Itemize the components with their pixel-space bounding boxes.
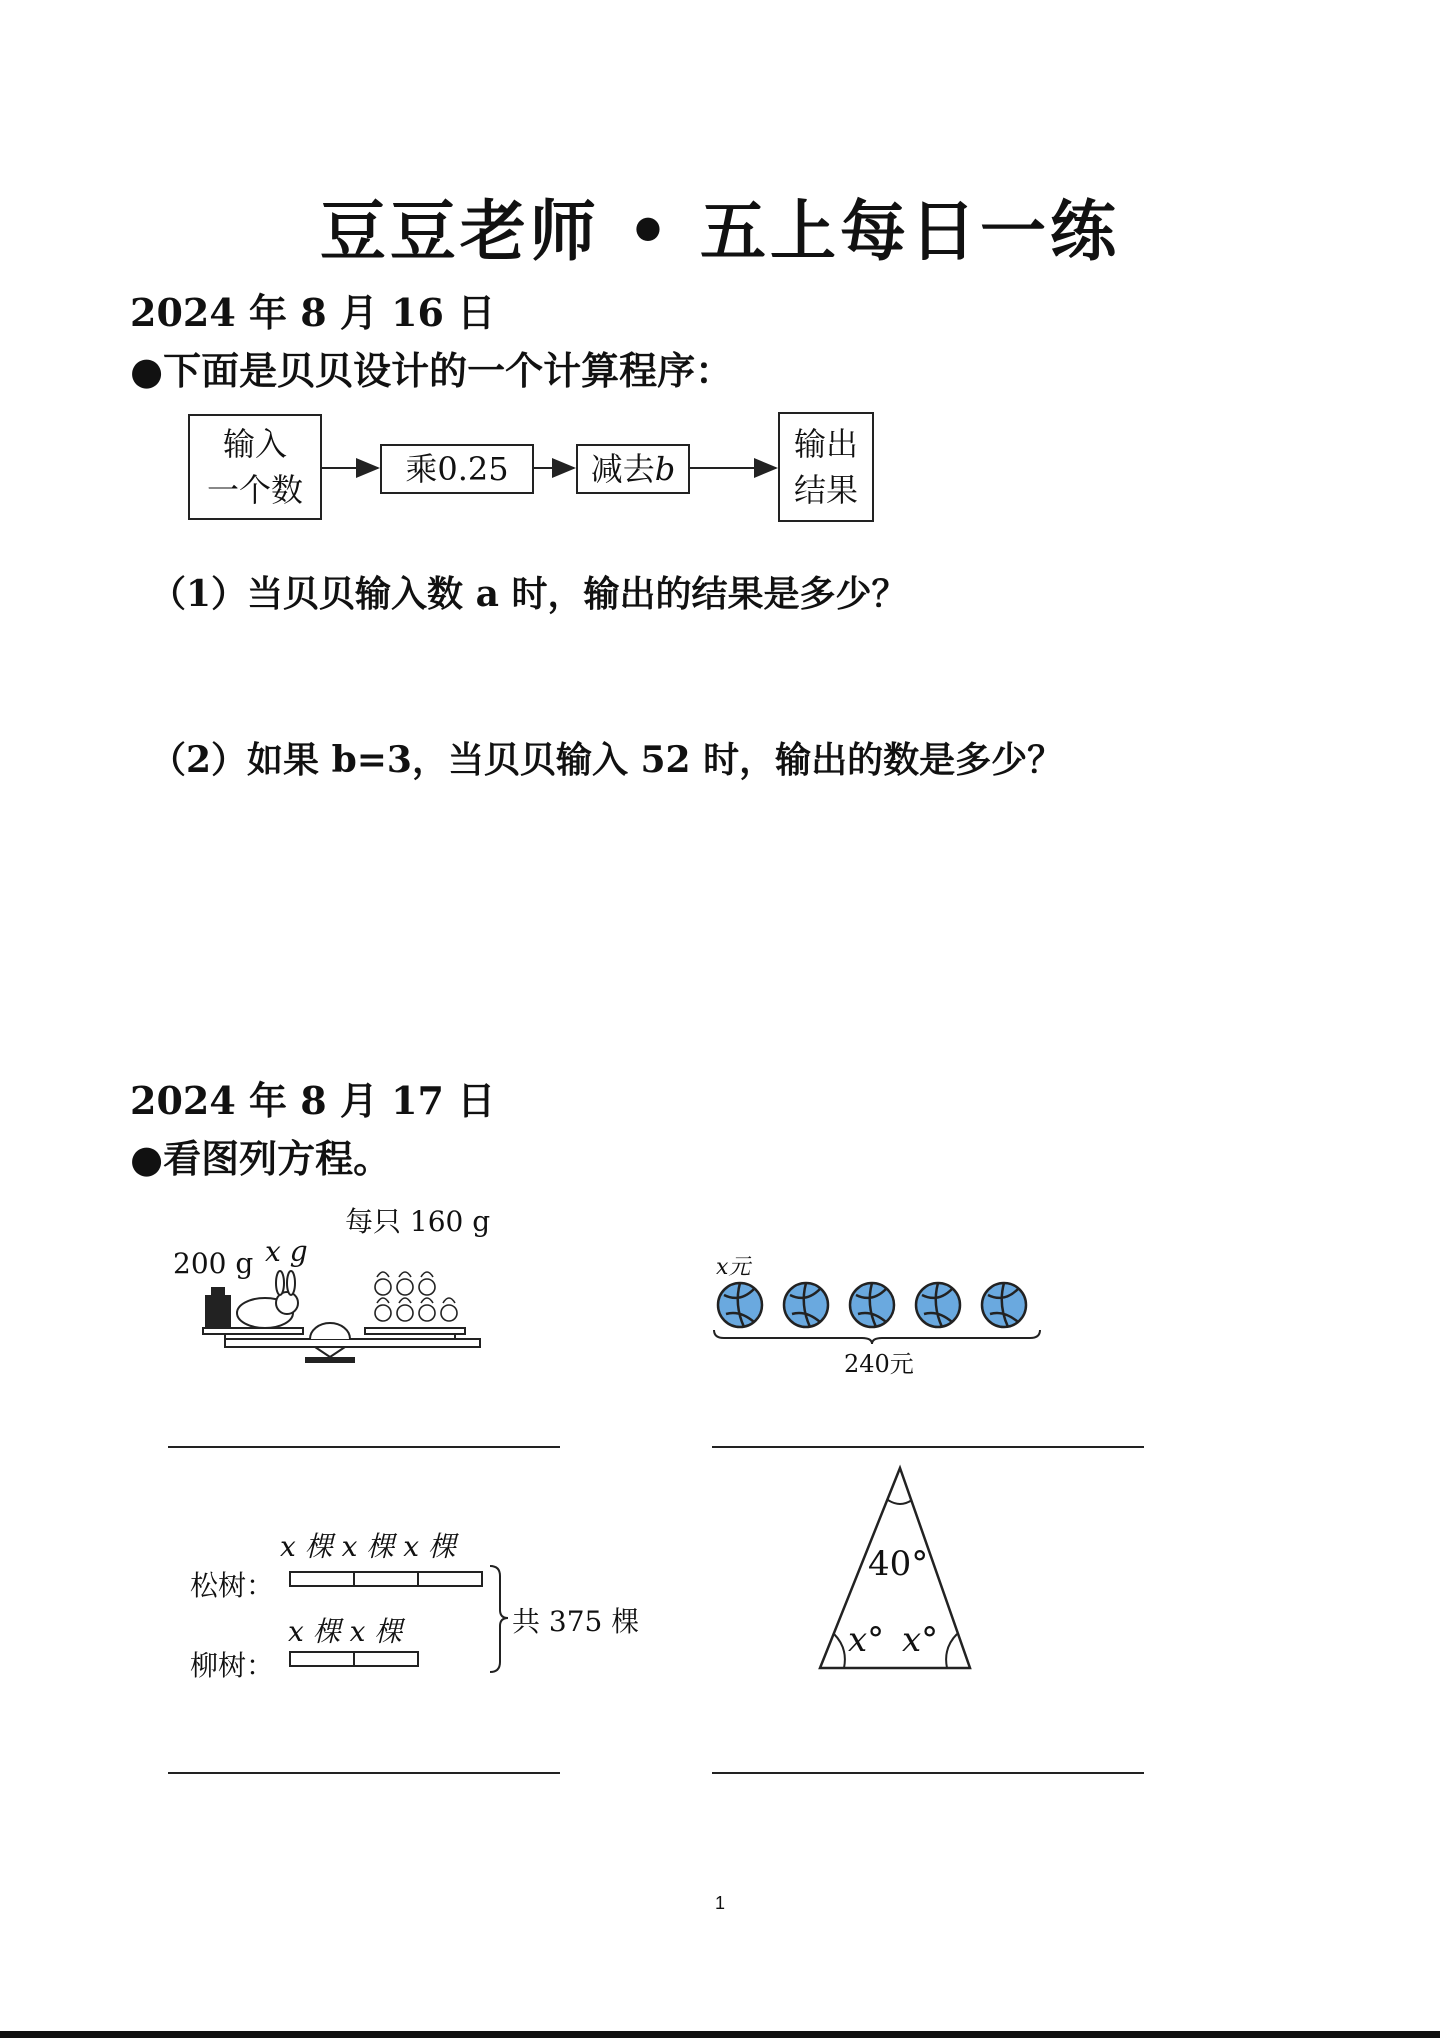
duck-icons bbox=[375, 1272, 457, 1321]
trees-total-label: 共 375 棵 bbox=[512, 1605, 640, 1638]
weight-icon bbox=[205, 1295, 231, 1327]
left-angle-label: x° bbox=[848, 1620, 885, 1660]
figure-triangle bbox=[812, 1462, 992, 1672]
total-brace bbox=[490, 1566, 508, 1672]
question-1: （1）当贝贝输入数 a 时，输出的结果是多少？ bbox=[150, 573, 908, 615]
pine-seg-label-2: x 棵 bbox=[341, 1530, 395, 1563]
flow-input-line2: 一个数 bbox=[206, 471, 303, 509]
page-number: 1 bbox=[714, 1893, 725, 1913]
scale-drawing bbox=[165, 1195, 515, 1375]
willow-seg-label-1: x 棵 bbox=[288, 1615, 341, 1648]
pine-label: 松树： bbox=[190, 1569, 275, 1602]
total-brace bbox=[714, 1330, 1040, 1344]
flow-output-line2: 结果 bbox=[793, 471, 858, 509]
top-angle-label: 40° bbox=[868, 1544, 929, 1584]
flow-step2-box bbox=[576, 444, 690, 494]
figure-trees bbox=[190, 1520, 660, 1680]
pine-seg-label-3: x 棵 bbox=[403, 1530, 456, 1563]
answer-line-4[interactable] bbox=[712, 1772, 1144, 1774]
ball-total-label: 240元 bbox=[844, 1350, 914, 1378]
willow-label: 柳树： bbox=[190, 1649, 275, 1682]
willow-seg-label-2: x 棵 bbox=[349, 1615, 403, 1648]
date-day2: 2024 年 8 月 17 日 bbox=[130, 1078, 496, 1123]
each-duck-label: 每只 160 g bbox=[345, 1205, 491, 1238]
flow-input-box bbox=[188, 414, 322, 520]
figure-balance-scale bbox=[165, 1195, 515, 1375]
instruction-day2: ●看图列方程。 bbox=[130, 1136, 392, 1181]
instruction-day1: ●下面是贝贝设计的一个计算程序： bbox=[130, 348, 734, 393]
flow-step2-var: b bbox=[654, 449, 676, 488]
flow-step2-prefix: 减去 bbox=[590, 449, 655, 488]
flow-output-line1: 输出 bbox=[793, 424, 858, 463]
right-angle-label: x° bbox=[902, 1620, 939, 1660]
flow-step1-box: 乘0.25 bbox=[380, 444, 534, 494]
page-title: 豆豆老师 • 五上每日一练 bbox=[319, 192, 1121, 270]
answer-line-2[interactable] bbox=[712, 1446, 1144, 1448]
rabbit-icon bbox=[237, 1271, 298, 1328]
pine-seg-label-1: x 棵 bbox=[280, 1530, 333, 1563]
question-2: （2）如果 b=3，当贝贝输入 52 时，输出的数是多少？ bbox=[150, 739, 1064, 781]
figure-balls bbox=[712, 1250, 1052, 1380]
answer-line-3[interactable] bbox=[168, 1772, 560, 1774]
bottom-edge-bar bbox=[0, 2031, 1440, 2038]
flow-diagram bbox=[188, 412, 888, 524]
answer-line-1[interactable] bbox=[168, 1446, 560, 1448]
ball-icons bbox=[718, 1283, 1026, 1327]
flow-input-line1: 输入 bbox=[222, 424, 287, 463]
weight-label: 200 g bbox=[173, 1247, 254, 1280]
flow-output-box bbox=[778, 412, 874, 522]
ball-price-label: x元 bbox=[716, 1255, 751, 1280]
date-day1: 2024 年 8 月 16 日 bbox=[130, 290, 496, 335]
rabbit-label: x g bbox=[265, 1235, 308, 1268]
